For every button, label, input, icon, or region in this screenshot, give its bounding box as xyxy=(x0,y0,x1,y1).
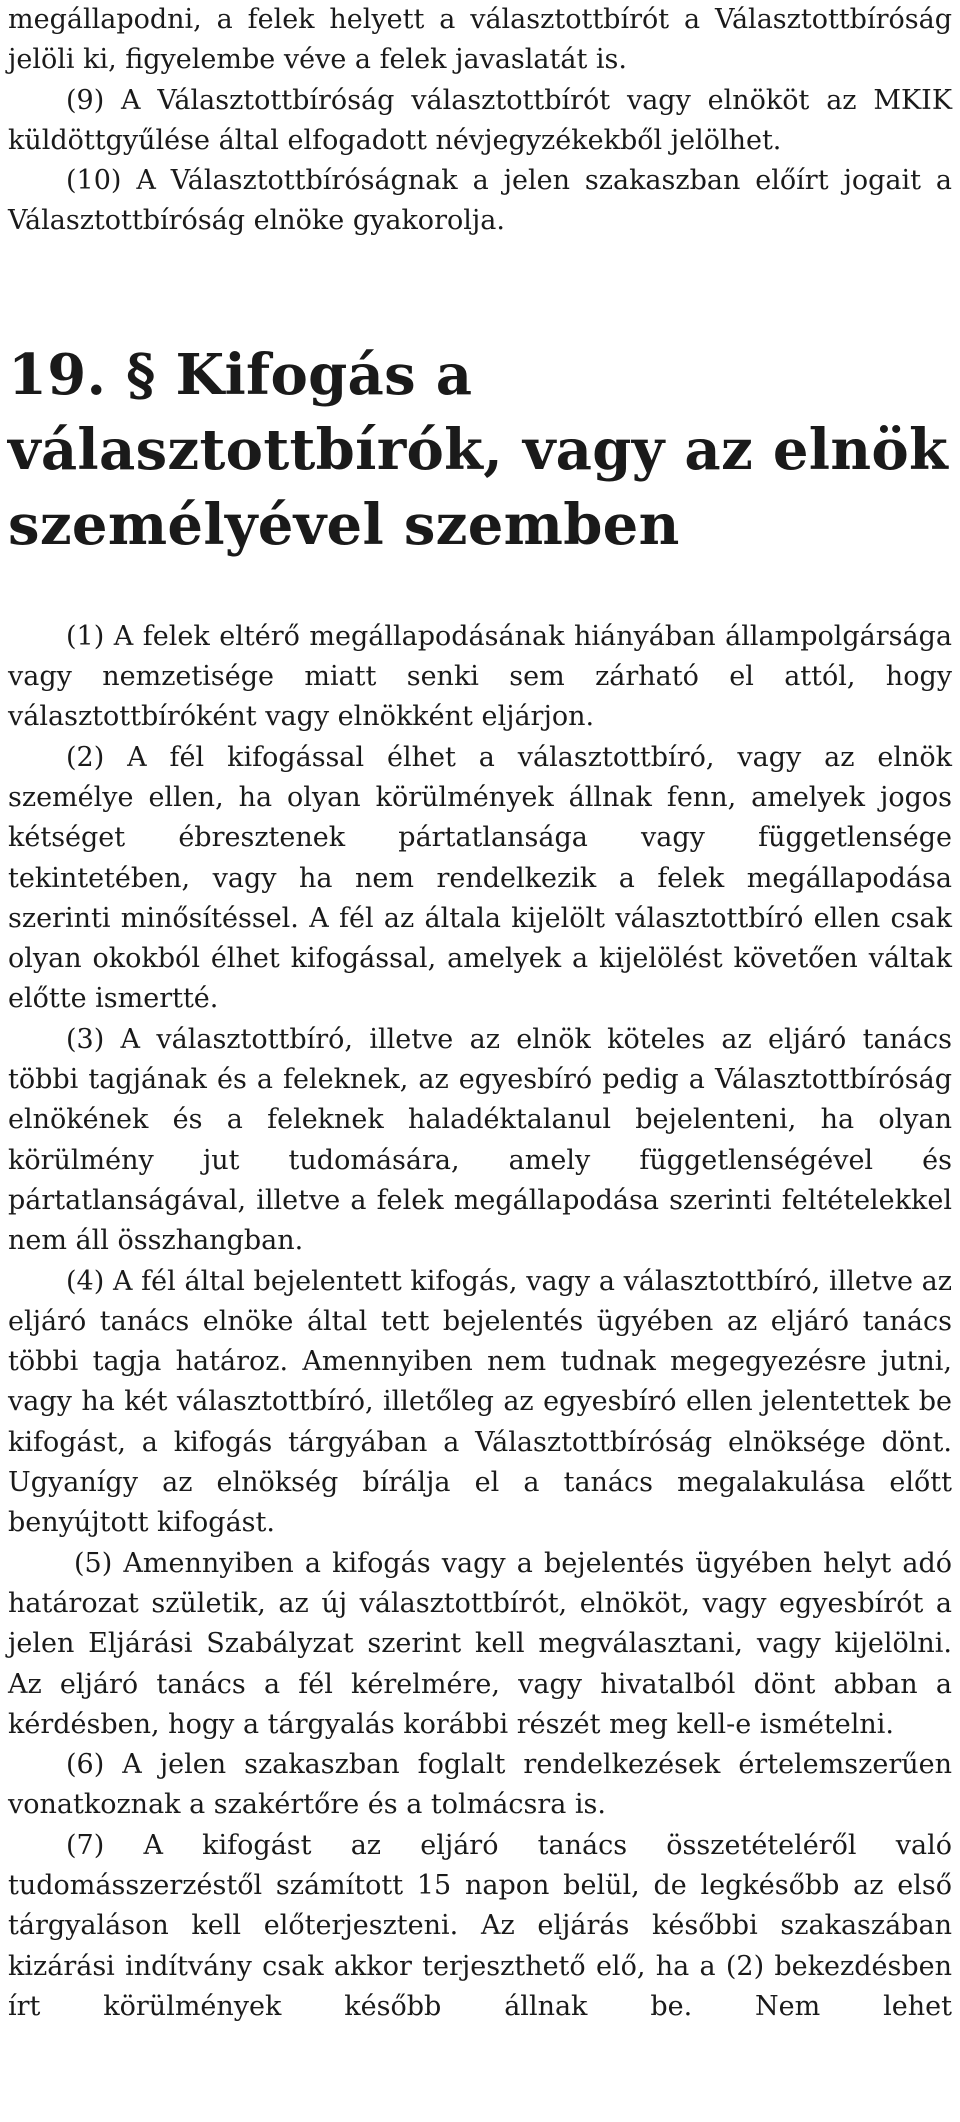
paragraph-10: (10) A Választottbíróságnak a jelen szakaszban előírt jogait a Választottbíróság elnöke gyakorolja. xyxy=(8,165,952,237)
section-heading: 19. § Kifogás a választottbírók, vagy az elnök személyével szemben xyxy=(8,341,949,558)
section-paragraph-2: (2) A fél kifogással élhet a választottbíró, vagy az elnök személye ellen, ha olyan körülmények állnak fenn, amelyek jogos kétséget ébresztenek pártatlansága vagy függetlensége tekintetében, vagy ha nem rendelkezik a felek megállapodása szerinti minősítéssel. A fél az általa kijelölt választottbíró ellen csak olyan okokból élhet kifogással, amelyek a kijelölést követően váltak előtte ismertté. xyxy=(8,741,952,1015)
spacer xyxy=(8,563,952,617)
document-page xyxy=(8,0,952,2027)
section-paragraph-7: (7) A kifogást az eljáró tanács összetételéről való tudomásszerzéstől számított 15 napon belül, de legkésőbb az első tárgyaláson kell előterjeszteni. Az eljárás későbbi szakaszában kizárási indítvány csak akkor terjeszthető elő, ha a (2) bekezdésben írt körülmények később állnak be. Nem lehet xyxy=(8,1829,952,2022)
section-paragraph-3: (3) A választottbíró, illetve az elnök köteles az eljáró tanács többi tagjának és a feleknek, az egyesbíró pedig a Választottbíróság elnökének és a feleknek haladéktalanul bejelenteni, ha olyan körülmény jut tudomására, amely függetlenségével és pártatlanságával, illetve a felek megállapodása szerinti feltételekkel nem áll összhangban. xyxy=(8,1023,952,1257)
spacer xyxy=(8,242,952,338)
section-paragraph-6: (6) A jelen szakaszban foglalt rendelkezések értelemszerűen vonatkoznak a szakértőre és a tolmácsra is. xyxy=(8,1749,952,1821)
paragraph-continued: megállapodni, a felek helyett a választottbírót a Választottbíróság jelöli ki, figyelembe véve a felek javaslatát is. xyxy=(8,4,952,76)
section-paragraph-4: (4) A fél által bejelentett kifogás, vagy a választottbíró, illetve az eljáró tanács elnöke által tett bejelentés ügyében az eljáró tanács többi tagja határoz. Amennyiben nem tudnak megegyezésre jutni, vagy ha két választottbíró, illetőleg az egyesbíró ellen jelentettek be kifogást, a kifogás tárgyában a Választottbíróság elnöksége dönt. Ugyanígy az elnökség bírálja el a tanács megalakulása előtt benyújtott kifogást. xyxy=(8,1265,952,1539)
paragraph-9: (9) A Választottbíróság választottbírót vagy elnököt az MKIK küldöttgyűlése által elfogadott névjegyzékekből jelölhet. xyxy=(8,84,952,156)
section-paragraph-5: (5) Amennyiben a kifogás vagy a bejelentés ügyében helyt adó határozat születik, az új választottbírót, elnököt, vagy egyesbírót a jelen Eljárási Szabályzat szerint kell megválasztani, vagy kijelölni. Az eljáró tanács a fél kérelmére, vagy hivatalból dönt abban a kérdésben, hogy a tárgyalás korábbi részét meg kell-e ismételni. xyxy=(8,1547,952,1740)
section-paragraph-1: (1) A felek eltérő megállapodásának hiányában állampolgársága vagy nemzetisége miatt senki sem zárható el attól, hogy választottbíróként vagy elnökként eljárjon. xyxy=(8,620,952,733)
